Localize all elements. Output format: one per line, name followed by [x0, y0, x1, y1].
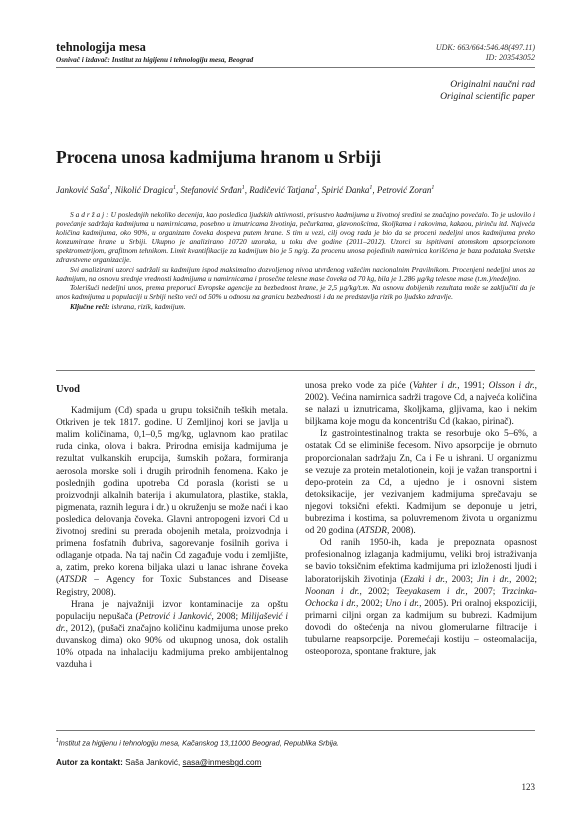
- citation: ATSDR: [59, 575, 87, 586]
- abstract-paragraph: Tolerišući nedeljni unos, prema preporuci Evropske agencije za bezbednost hrane, je 2,5 µg/kg/t.m. Na osnovu dobijenih rezultata može se zaključiti da je unos kadmijuma u populaciji u Srbiji nešto veći od 50% u odnosu na granicu bezbednosti i da ne predstavlja rizik po ljudsko zdravlje.: [56, 282, 535, 301]
- section-rule: [56, 370, 535, 371]
- publisher-line: Osnivač i izdavač: Institut za higijenu i tehnologiju mesa, Beograd: [56, 56, 254, 64]
- paper-type-en: Original scientific paper: [440, 91, 535, 102]
- abstract-paragraph: S a d r ž a j : U poslednjih nekoliko decenija, kao posledica ljudskih aktivnosti, prisustvo kadmijuma u životnoj sredini se značajno povećalo. To je uslovilo i povećanje sadržaja kadmijuma u namirnicama, posebno u iznutricama životinja, pečurkama, glavonošcima, školjkama i rakovima, kakaou, pirinču itd. Najveća količina kadmijuma, oko 90%, u organizam čoveka dospeva putem hrane. S tim u vezi, cilj ovog rada je bio da se proceni nedeljni unos kadmijuma preko konzumirane hrane u Srbiji. Ukupno je analizirano 10720 uzoraka, u toku dve godine (2011–2012). Uzorci su ispitivani atomskom apsorpcionom spektrometrijom, grafitnom tehnikom. Limit kvantifikacije za kadmijum bio je 5 ng/g. Za procenu unosa pojedinih namirnica korišćena je baza podataka Svetske zdravstvene organizacije.: [56, 210, 536, 265]
- article-title: Procena unosa kadmijuma hranom u Srbiji: [56, 147, 381, 167]
- author: Stefanović Srđan: [180, 185, 242, 195]
- article-id: ID: 203543052: [485, 53, 535, 62]
- paper-type: [440, 79, 535, 103]
- citation: ATSDR: [359, 526, 387, 537]
- keywords-text: ishrana, rizik, kadmijum.: [111, 301, 186, 311]
- author: Petrović Zoran: [376, 185, 432, 195]
- body-paragraph: Od ranih 1950-ih, kada je prepoznata opasnost profesionalnog izlaganja kadmijumu, veliki broj istraživanja se bavio toksičnim efektima kadmijuma pri izloženosti ljudi i laboratorijskih životinja (Ezaki i dr., 2003; Jin i dr., 2002; Noonan i dr., 2002; Teeyakasem i dr., 2007; Trzcinka-Ochocka i dr., 2002; Uno i dr., 2005). Pri oralnoj ekspoziciji, primarni ciljni organ za kadmijum su bubrezi. Kadmijum dovodi do oštećenja na nivou glomerularne filtracije i tubularne reapsorpcije. Poremećaji kostiju – osteomalacija, osteoporoza, spontane frakture, jak: [305, 538, 538, 658]
- keywords-label: Ključne reči:: [70, 301, 110, 311]
- affiliation-mark: 1: [172, 185, 176, 191]
- right-column: [305, 380, 537, 658]
- footnote-text: Institut za higijenu i tehnologiju mesa, Kačanskog 13,11000 Beograd, Republika Srbija.: [58, 738, 339, 748]
- section-heading: Uvod: [56, 384, 80, 395]
- affiliation-mark: 1: [431, 185, 435, 191]
- journal-name: tehnologija mesa: [56, 40, 146, 54]
- abstract: [56, 210, 535, 311]
- page-number: 123: [521, 782, 535, 792]
- footnote-rule: [56, 730, 535, 731]
- keywords: [56, 302, 535, 311]
- citation: Milijašević i dr.: [56, 611, 288, 634]
- article-identifiers: [436, 43, 535, 63]
- affiliation-mark: 1: [369, 185, 373, 191]
- author: Radičević Tatjana: [249, 185, 315, 195]
- body-paragraph: unosa preko vode za piće (Vahter i dr., 1991; Olsson i dr., 2002). Većina namirnica sadrži tragove Cd, a najveća količina se nalazi u iznutricama, školjkama, gljivama, kao i nekim biljkama koje mogu da koncentrišu Cd (kakao, pirinač).: [305, 381, 538, 428]
- affiliation-mark: 1: [107, 185, 111, 191]
- footnote-mark: 1: [56, 738, 59, 744]
- body-paragraph: Kadmijum (Cd) spada u grupu toksičnih teških metala. Otkriven je tek 1817. godine. U Zemljinoj kori se javlja u malim količinama, 0,1–0,5 mg/kg, uglavnom kao pratilac ruda cinka, olova i bakra. Prirodna emisija kadmijuma je rezultat vulkanskih erupcija, šumskih požara, formiranja aerosola morske soli i drugih prirodnih fenomena. Kako je poslednjih godina upotreba Cd porasla (koristi se u proizvodnji alkalnih baterija i akumulatora, plastike, stakla, pigmenata, raznih legura i dr.) u okruženju se može naći i kao posledica delovanja čoveka. Glavni antropogeni izvori Cd u životnoj sredini su prerada obojenih metala, proizvodnja i primena fosfatnih đubriva, sagorevanje fosilnih goriva i odlaganje otpada. Na taj način Cd zagađuje vodu i zemljište, a, zatim, preko korena biljaka ulazi u lanac ishrane čoveka (ATSDR – Agency for Toxic Substances and Disease Registry, 2008).: [56, 406, 288, 598]
- journal-header: [56, 40, 253, 64]
- contact-label: Autor za kontakt:: [56, 758, 123, 767]
- contact-email-link[interactable]: sasa@inmesbgd.com: [182, 758, 262, 767]
- citation: Uno i dr.: [385, 598, 420, 609]
- paper-type-sr: Originalni naučni rad: [450, 79, 535, 90]
- citation: Petrović i Janković: [138, 611, 212, 622]
- author: Nikolić Dragica: [114, 185, 173, 195]
- body-paragraph: Iz gastrointestinalnog trakta se resorbuje oko 5–6%, a ostatak Cd se eliminiše fecesom. Nivo apsorpcije je obrnuto proporcionalan sadržaju Zn, Ca i Fe u ishrani. U organizmu se vezuje za protein metalotionein, koji je važan transportni i depo-protein za Cd, a ujedno je i osnovni sistem detoksikacije, jer vezivanjem kadmijuma sprečavaju se njegovi toksični efekti. Kadmijum se deponuje u jetri, bubrezima i kostima, sa poluvremenom života u organizmu od 20 godina (ATSDR, 2008).: [305, 429, 537, 537]
- citation: Vahter i dr.: [412, 381, 458, 391]
- udk-code: UDK: 663/664:546.48(497.11): [435, 43, 535, 52]
- citation: Ezaki i dr.: [403, 574, 446, 585]
- left-column: [56, 380, 288, 671]
- author: Spirić Danka: [321, 185, 370, 195]
- body-paragraph: Hrana je najvažniji izvor kontaminacije za opštu populaciju nepušača (Petrović i Janković, 2008; Milijašević i dr., 2012), (pušači značajno količinu kadmijuma unose preko duvanskog dima) oko 90% od ukupnog unosa, dok ostalih 10% otpada na inhalaciju kadmijuma preko ambijentalnog vazduha i: [56, 599, 288, 671]
- citation: Noonan i dr.: [305, 586, 360, 597]
- author: Janković Saša: [56, 185, 108, 195]
- header-rule: [56, 67, 535, 68]
- citation: Olsson i dr.: [488, 381, 535, 391]
- contact-name: Saša Janković,: [122, 758, 183, 767]
- abstract-label: S a d r ž a j :: [70, 210, 109, 219]
- citation: Teeyakasem i dr.: [395, 586, 466, 597]
- citation: Trzcinka-Ochocka i dr.: [305, 586, 537, 609]
- contact-line: [56, 758, 261, 767]
- affiliation-mark: 1: [241, 185, 245, 191]
- footnote: [56, 738, 339, 747]
- author-list: Janković Saša$^1$, Nikolić Dragica$^1$, Stefanović Srđan$^1$, Radičević Tatjana$^1$, Spirić Danka$^1$, Petrović Zoran$^1$: [56, 185, 435, 195]
- affiliation-mark: 1: [314, 185, 318, 191]
- citation: Jin i dr.: [477, 574, 510, 585]
- abstract-paragraph: Svi analizirani uzorci sadržali su kadmijum ispod maksimalno dozvoljenog nivoa utvrđenog važećim nacionalnim Pravilnikom. Procenjeni nedeljni unos za kadmijum, na osnovu srednje vrednosti kadmijuma u namirnicama i prosečne telesne mase čoveka od 70 kg, bila je 1.286 µg/kg telesne mase (t.m.)/nedeljno.: [56, 264, 535, 283]
